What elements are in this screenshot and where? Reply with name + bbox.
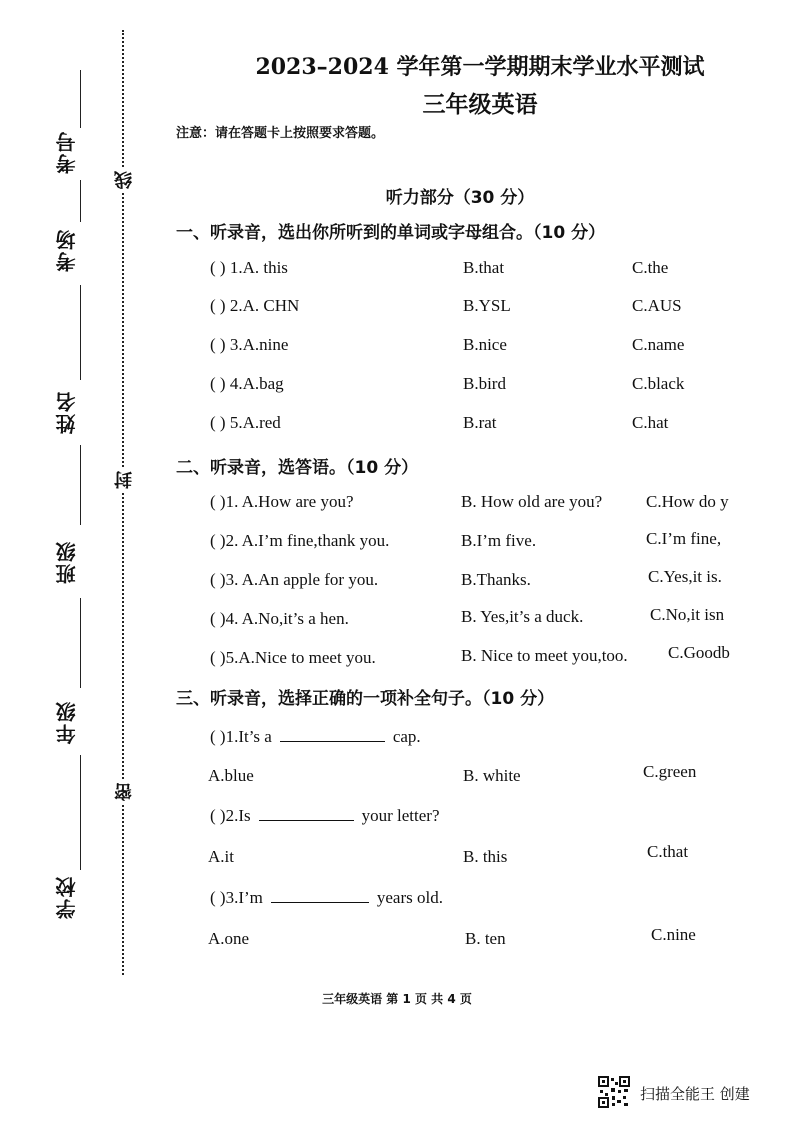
s1-q5-c: C.hat bbox=[632, 413, 669, 432]
seal-word-secret: 密 bbox=[112, 780, 138, 804]
s3-q2-blank[interactable] bbox=[259, 806, 354, 821]
s1-q2-c: C.AUS bbox=[632, 296, 682, 315]
s3-q3-blank[interactable] bbox=[271, 888, 369, 903]
s3-q1-blank[interactable] bbox=[280, 727, 385, 742]
s2-q4-a[interactable]: ( )4. A.No,it’s a hen. bbox=[210, 609, 349, 628]
s2-q3-b: B.Thanks. bbox=[461, 570, 531, 589]
field-label-name: 姓名 bbox=[55, 390, 79, 434]
s3-q2-c: C.that bbox=[647, 842, 689, 861]
s2-q4-c: C.No,it isn bbox=[650, 605, 725, 624]
s3-q3-a: A.one bbox=[208, 929, 250, 948]
s2-q5-b: B. Nice to meet you,too. bbox=[461, 646, 628, 665]
s2-q4-b: B. Yes,it’s a duck. bbox=[461, 607, 584, 626]
s1-q2-a[interactable]: ( ) 2.A. CHN bbox=[210, 296, 300, 315]
s1-q4-c: C.black bbox=[632, 374, 685, 393]
exam-title: 2023–2024 学年第一学期期末学业水平测试 bbox=[255, 54, 705, 80]
qr-code-icon bbox=[598, 1076, 630, 1108]
s3-q2-b: B. this bbox=[463, 847, 508, 866]
field-label-class: 班级 bbox=[55, 540, 79, 584]
s3-q3-b: B. ten bbox=[465, 929, 506, 948]
exam-subtitle: 三年级英语 bbox=[422, 92, 538, 118]
s1-q4-b: B.bird bbox=[463, 374, 506, 393]
field-line-grade[interactable] bbox=[80, 598, 81, 688]
s1-q1-b: B.that bbox=[463, 258, 505, 277]
field-line-class[interactable] bbox=[80, 445, 81, 525]
s1-q5-b: B.rat bbox=[463, 413, 497, 432]
field-line-school[interactable] bbox=[80, 755, 81, 870]
s3-q3-post: years old. bbox=[376, 888, 443, 907]
listening-part-heading: 听力部分（30 分） bbox=[385, 188, 535, 208]
s2-q5-a[interactable]: ( )5.A.Nice to meet you. bbox=[210, 648, 376, 667]
s1-q1-c: C.the bbox=[632, 258, 669, 277]
scanner-brand-text: 扫描全能王 创建 bbox=[640, 1085, 750, 1103]
s3-q1-pre: ( )1.It’s a bbox=[210, 727, 272, 746]
s3-q2-post: your letter? bbox=[361, 806, 440, 825]
field-line-name[interactable] bbox=[80, 285, 81, 380]
field-label-exam-number: 考号 bbox=[55, 130, 79, 174]
s2-q3-a[interactable]: ( )3. A.An apple for you. bbox=[210, 570, 379, 589]
s2-q5-c: C.Goodb bbox=[668, 643, 730, 662]
s2-q2-c: C.I’m fine, bbox=[646, 529, 722, 548]
s1-q5-a[interactable]: ( ) 5.A.red bbox=[210, 413, 281, 432]
s3-q1-a: A.blue bbox=[208, 766, 254, 785]
page-footer: 三年级英语 第 1 页 共 4 页 bbox=[322, 992, 472, 1006]
s2-q1-c: C.How do y bbox=[646, 492, 729, 511]
s3-q2-stem[interactable] bbox=[210, 806, 440, 826]
s3-q2-a: A.it bbox=[208, 847, 234, 866]
section-1-heading: 一、听录音，选出你所听到的单词或字母组合。（10 分） bbox=[176, 223, 606, 243]
s2-q1-a[interactable]: ( )1. A.How are you? bbox=[210, 492, 354, 511]
exam-notice: 注意：请在答题卡上按照要求答题。 bbox=[176, 126, 385, 141]
s2-q1-b: B. How old are you? bbox=[461, 492, 603, 511]
field-label-grade: 年级 bbox=[55, 700, 79, 744]
s2-q3-c: C.Yes,it is. bbox=[648, 567, 722, 586]
field-label-school: 学校 bbox=[55, 875, 79, 919]
s1-q3-a[interactable]: ( ) 3.A.nine bbox=[210, 335, 289, 354]
s3-q3-pre: ( )3.I’m bbox=[210, 888, 263, 907]
s3-q1-c: C.green bbox=[643, 762, 697, 781]
s3-q1-stem[interactable] bbox=[210, 727, 421, 747]
section-2-heading: 二、听录音，选答语。（10 分） bbox=[176, 458, 419, 478]
s1-q3-b: B.nice bbox=[463, 335, 507, 354]
s3-q3-c: C.nine bbox=[651, 925, 696, 944]
seal-word-line: 线 bbox=[112, 168, 138, 192]
s1-q3-c: C.name bbox=[632, 335, 685, 354]
s3-q3-stem[interactable] bbox=[210, 888, 443, 908]
s3-q1-post: cap. bbox=[392, 727, 421, 746]
section-3-heading: 三、听录音，选择正确的一项补全句子。（10 分） bbox=[176, 689, 555, 709]
s3-q1-b: B. white bbox=[463, 766, 521, 785]
s2-q2-a[interactable]: ( )2. A.I’m fine,thank you. bbox=[210, 531, 390, 550]
seal-word-seal: 封 bbox=[112, 468, 138, 492]
s1-q2-b: B.YSL bbox=[463, 296, 511, 315]
s3-q2-pre: ( )2.Is bbox=[210, 806, 251, 825]
s1-q1-a[interactable]: ( ) 1.A. this bbox=[210, 258, 288, 277]
field-label-exam-room: 考场 bbox=[55, 228, 79, 272]
s2-q2-b: B.I’m five. bbox=[461, 531, 537, 550]
s1-q4-a[interactable]: ( ) 4.A.bag bbox=[210, 374, 284, 393]
